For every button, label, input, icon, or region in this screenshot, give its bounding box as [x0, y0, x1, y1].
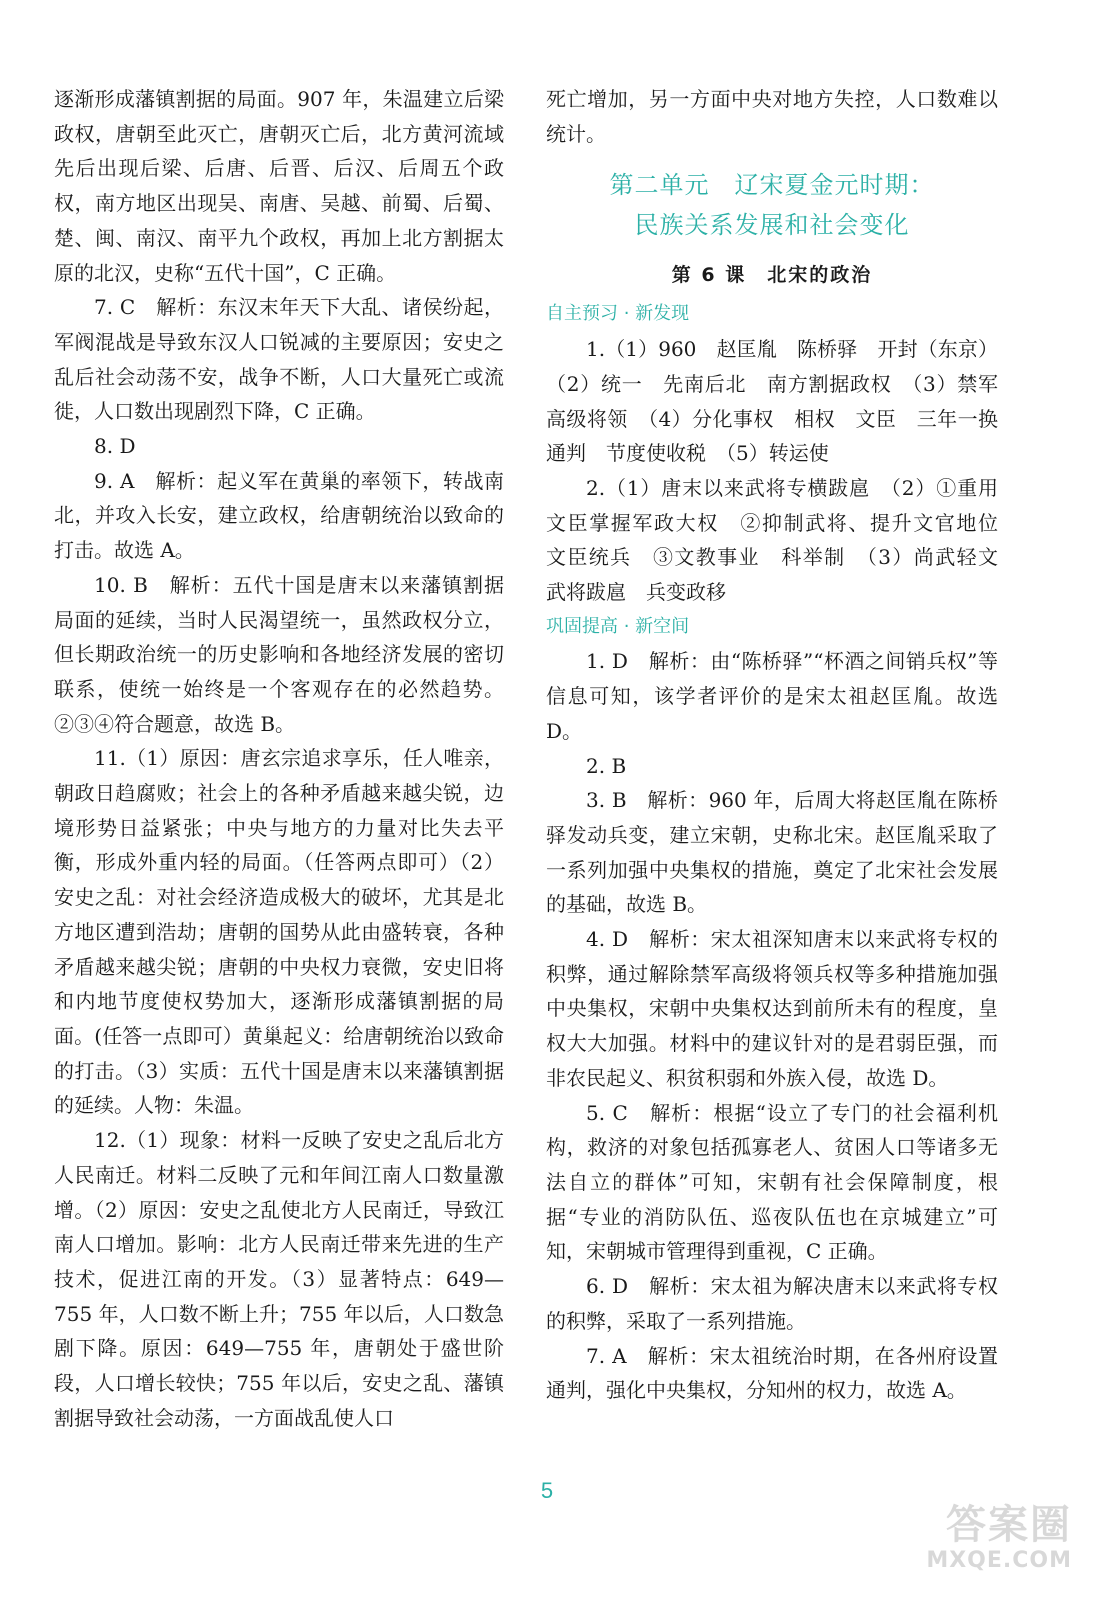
- answer-item: 6. D 解析：宋太祖为解决唐末以来武将专权的积弊，采取了一系列措施。: [546, 1274, 998, 1333]
- page-number: 5: [540, 1478, 554, 1503]
- answer-item: 3. B 解析：960 年，后周大将赵匡胤在陈桥驿发动兵变，建立宋朝，史称北宋。赵匡胤采取了一系列加强中央集权的措施，奠定了北宋社会发展的基础，故选 B。: [546, 788, 998, 917]
- section-heading-consolidate: 巩固提高 · 新空间: [546, 615, 690, 637]
- answer-8: 8. D: [94, 434, 136, 459]
- watermark-logo: [902, 1502, 1072, 1586]
- unit-title-line2: 民族关系发展和社会变化: [634, 211, 910, 240]
- answer-item: 2. B: [586, 753, 627, 778]
- answer-9: 9. A 解析：起义军在黄巢的率领下，转战南北，并攻入长安，建立政权，给唐朝统治以致命的打击。故选 A。: [54, 468, 504, 563]
- answer-7: 7. C 解析：东汉末年天下大乱、诸侯纷起，军阀混战是导致东汉人口锐减的主要原因；安史之乱后社会动荡不安，战争不断，人口大量死亡或流徙，人口数出现剧烈下降，C 正确。: [54, 295, 504, 424]
- section-heading-preview: 自主预习 · 新发现: [546, 303, 690, 325]
- watermark-logo-text: 答案圈: [946, 1502, 1072, 1548]
- preview-item: 2.（1）唐末以来武将专横跋扈 （2）①重用文臣掌握军政大权 ②抑制武将、提升文官地位 文臣统兵 ③文教事业 科举制 （3）尚武轻文 武将跋扈 兵变政移: [546, 475, 1018, 605]
- right-column: [546, 82, 1018, 1408]
- answer-item: 1. D 解析：由“陈桥驿”“杯酒之间销兵权”等信息可知，该学者评价的是宋太祖赵匡胤。故选 D。: [546, 649, 998, 743]
- answer-item: 5. C 解析：根据“设立了专门的社会福利机构，救济的对象包括孤寡老人、贫困人口等诸多无法自立的群体”可知，宋朝有社会保障制度，根据“专业的消防队伍、巡夜队伍也在京城建立”可知，宋朝城市管理得到重视，C 正确。: [546, 1100, 998, 1264]
- left-column: [54, 82, 504, 1435]
- lesson-title: 第 6 课 北宋的政治: [671, 264, 873, 287]
- paragraph: 逐渐形成藩镇割据的局面。907 年，朱温建立后梁政权，唐朝至此灭亡，唐朝灭亡后，北方黄河流域先后出现后梁、后唐、后晋、后汉、后周五个政权，南方地区出现吴、南唐、吴越、前蜀、后蜀、楚、闽、南汉、南平九个政权，再加上北方割据太原的北汉，史称“五代十国”，C 正确。: [54, 87, 504, 285]
- answer-item: 4. D 解析：宋太祖深知唐末以来武将专权的积弊，通过解除禁军高级将领兵权等多种措施加强中央集权，宋朝中央集权达到前所未有的程度，皇权大大加强。材料中的建议针对的是君弱臣强，而非农民起义、积贫积弱和外族入侵，故选 D。: [546, 927, 998, 1090]
- preview-item: 1.（1）960 赵匡胤 陈桥驿 开封（东京）（2）统一 先南后北 南方割据政权 （3）禁军高级将领 （4）分化事权 相权 文臣 三年一换 通判 节度使收税 （5）转运使: [546, 337, 1018, 466]
- continuation-paragraph: 死亡增加，另一方面中央对地方失控，人口数难以统计。: [546, 87, 998, 146]
- answer-item: 7. A 解析：宋太祖统治时期，在各州府设置通判，强化中央集权，分知州的权力，故选 A。: [546, 1343, 998, 1403]
- answer-10: 10. B 解析：五代十国是唐末以来藩镇割据局面的延续，当时人民渴望统一，虽然政权分立，但长期政治统一的历史影响和各地经济发展的密切联系，使统一始终是一个客观存在的必然趋势。②③④符合题意，故选 B。: [54, 572, 504, 736]
- unit-title-line1: 第二单元 辽宋夏金元时期：: [609, 171, 935, 200]
- watermark-site-text: MXQE.COM: [926, 1548, 1072, 1573]
- answer-11: 11.（1）原因：唐玄宗追求享乐，任人唯亲，朝政日趋腐败；社会上的各种矛盾越来越尖锐，边境形势日益紧张；中央与地方的力量对比失去平衡，形成外重内轻的局面。（任答两点即可）（2）安史之乱：对社会经济造成极大的破坏，尤其是北方地区遭到浩劫；唐朝的国势从此由盛转衰，各种矛盾越来越尖锐；唐朝的中央权力衰微，安史旧将和内地节度使权势加大，逐渐形成藩镇割据的局面。(任答一点即可）黄巢起义：给唐朝统治以致命的打击。（3）实质：五代十国是唐末以来藩镇割据的延续。人物：朱温。: [54, 746, 504, 1118]
- unit-title: [546, 165, 998, 245]
- answer-12: 12.（1）现象：材料一反映了安史之乱后北方人民南迁。材料二反映了元和年间江南人口数量激增。（2）原因：安史之乱使北方人民南迁，导致江南人口增加。影响：北方人民南迁带来先进的生产技术，促进江南的开发。（3）显著特点：649—755 年，人口数不断上升；755 年以后，人口数急剧下降。原因：649—755 年，唐朝处于盛世阶段，人口增长较快；755 年以后，安史之乱、藩镇割据导致社会动荡，一方面战乱使人口: [54, 1128, 504, 1430]
